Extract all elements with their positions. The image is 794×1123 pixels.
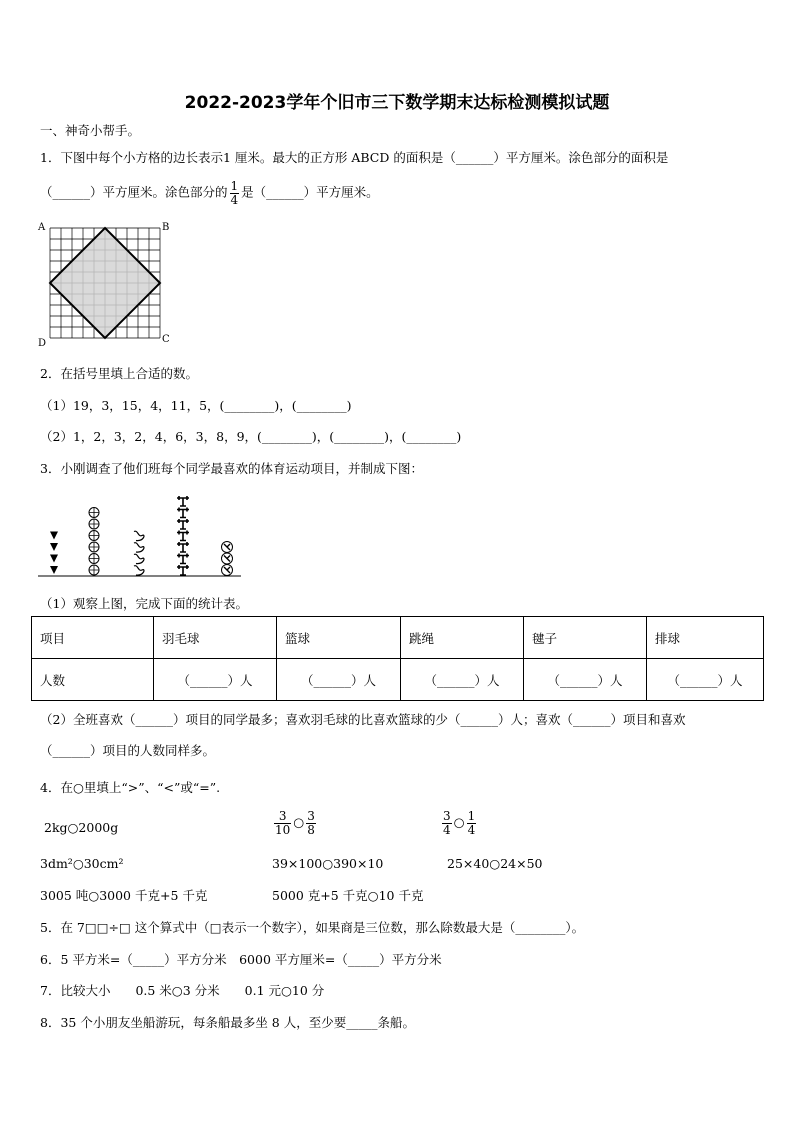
label-d: D [38,338,47,348]
table-row [32,659,764,701]
frac-den: 4 [467,822,476,837]
frac-num: 3 [443,809,451,823]
frac-a [442,810,452,836]
basketball-icon [89,565,99,575]
q4-r3c2: 5000 克+5 千克○10 千克 [272,888,424,903]
shuttlecock-icon-column [177,496,189,575]
q4-r1c2 [272,810,318,836]
q4-r2c1: 3dm²○30cm² [40,856,124,871]
table-cell[interactable]: （______）人 [401,659,524,701]
section-heading: 一、神奇小帮手。 [40,123,141,138]
q4-r1c3 [440,810,478,836]
shuttlecock-icon [177,508,189,518]
frac-a [274,810,291,836]
shuttlecock-icon [177,496,189,506]
label-a: A [38,222,46,233]
basketball-icon-column [89,508,99,576]
basketball-icon [89,508,99,518]
badminton-icon [50,566,58,574]
table-row-label: 人数 [32,659,154,701]
q4-stem: 4．在○里填上“>”、“<”或“=”. [40,780,221,795]
basketball-icon [89,554,99,564]
q4-r2c3: 25×40○24×50 [447,856,543,871]
frac-den: 10 [275,822,291,837]
frac-num: 1 [467,809,476,823]
table-header: 排球 [647,617,764,659]
frac-den: 8 [307,822,315,837]
table-cell[interactable]: （______）人 [154,659,277,701]
badminton-icon-column [50,532,58,575]
table-cell[interactable]: （______）人 [524,659,647,701]
q3-part2-line1: （2）全班喜欢（______）项目的同学最多；喜欢羽毛球的比喜欢篮球的少（______）人；喜欢（______）项目和喜欢 [40,712,686,727]
basketball-icon [89,531,99,541]
sports-pictograph [36,484,246,580]
frac-num: 3 [307,809,315,823]
table-cell[interactable]: （______）人 [277,659,401,701]
q1-line2-b: 是（______）平方厘米。 [241,184,379,200]
jump-rope-icon [134,554,144,563]
shuttlecock-icon [177,542,189,552]
label-c: C [162,334,170,345]
volleyball-icon [222,542,233,553]
q4-r3c1: 3005 吨○3000 千克+5 千克 [40,888,208,903]
frac-b [467,810,477,836]
badminton-icon [50,543,58,551]
q1-line2-a: （______）平方厘米。涂色部分的 [40,184,228,200]
shuttlecock-icon [177,519,189,529]
q2-part2: （2）1，2，3，2，4，6，3，8，9，(________)，(________)，(________) [40,429,462,444]
q5: 5．在 7□□÷□ 这个算式中（□表示一个数字），如果商是三位数，那么除数最大是（________）。 [40,920,585,935]
q6: 6．5 平方米=（_____）平方分米 6000 平方厘米=（_____）平方分米 [40,952,442,967]
table-cell[interactable]: （______）人 [647,659,764,701]
table-header: 项目 [32,617,154,659]
table-header: 毽子 [524,617,647,659]
q1-fraction [230,180,240,206]
jump-rope-icon [134,566,144,575]
shuttlecock-icon [177,531,189,541]
basketball-icon [89,542,99,552]
shuttlecock-icon [177,565,189,575]
q3-stem: 3．小刚调查了他们班每个同学最喜欢的体育运动项目，并制成下图： [40,461,423,476]
q2-stem: 2．在括号里填上合适的数。 [40,366,198,381]
jump-rope-icon [134,531,144,540]
label-b: B [162,222,170,233]
frac-num: 3 [274,810,291,824]
table-header: 篮球 [277,617,401,659]
q7: 7．比较大小 0.5 米○3 分米 0.1 元○10 分 [40,983,325,998]
page-title: 2022-2023学年个旧市三下数学期末达标检测模拟试题 [184,93,610,113]
table-header-row [32,617,764,659]
shaded-square [50,228,160,338]
q8: 8．35 个小朋友坐船游玩，每条船最多坐 8 人，至少要_____条船。 [40,1015,415,1030]
q4-r2c2: 39×100○390×10 [272,856,384,871]
badminton-icon [50,532,58,540]
badminton-icon [50,555,58,563]
q2-part1: （1）19，3，15，4，11，5，(________)，(________) [40,398,352,413]
q1-frac-den: 4 [230,192,239,207]
table-header: 羽毛球 [154,617,277,659]
jump-rope-icon [134,543,144,552]
q1-line2 [40,180,379,206]
compare-circle[interactable]: ○ [453,814,465,830]
q1-line1: 1．下图中每个小方格的边长表示1 厘米。最大的正方形 ABCD 的面积是（______）平方厘米。涂色部分的面积是 [40,150,669,165]
table-header: 跳绳 [401,617,524,659]
basketball-icon [89,519,99,529]
frac-den: 4 [443,822,451,837]
volleyball-icon [222,565,233,576]
q3-part1: （1）观察上图，完成下面的统计表。 [40,596,248,611]
volleyball-icon-column [222,542,233,576]
stats-table [31,616,764,701]
frac-b [306,810,316,836]
q4-r1c1: 2kg○2000g [44,820,119,835]
square-grid-figure [36,220,176,348]
q3-part2-line2: （______）项目的人数同样多。 [40,743,216,758]
shuttlecock-icon [177,554,189,564]
jump-rope-icon-column [134,531,144,575]
compare-circle[interactable]: ○ [293,814,305,830]
q1-frac-num: 1 [230,179,239,193]
volleyball-icon [222,553,233,564]
